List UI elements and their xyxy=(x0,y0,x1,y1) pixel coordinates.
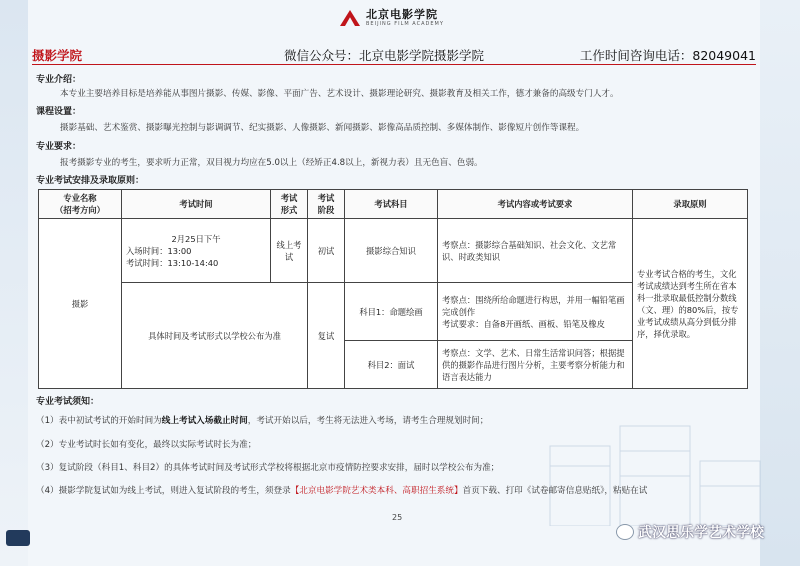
wechat-icon xyxy=(616,524,634,540)
camera-icon xyxy=(6,530,30,546)
page-number: 25 xyxy=(392,513,403,522)
table-header-row xyxy=(39,190,748,219)
cell-form: 线上考试 xyxy=(271,219,308,283)
th-subject: 考试科目 xyxy=(345,190,438,219)
page-header xyxy=(32,46,756,66)
exam-time: 考试时间：13:10-14:40 xyxy=(126,257,219,268)
header-divider xyxy=(32,64,756,65)
table-row xyxy=(39,219,748,283)
intro-text: 本专业主要培养目标是培养能从事图片摄影、传媒、影像、平面广告、艺术设计、摄影理论研究、摄影教育及相关工作，德才兼备的高级专门人才。 xyxy=(60,89,619,99)
th-form: 考试 形式 xyxy=(271,190,308,219)
cell-content-interview: 考察点：文学、艺术、日常生活常识问答；根据提供的摄影作品进行图片分析，主要考察分析能力和语言表达能力 xyxy=(438,341,633,389)
courses-text: 摄影基础、艺术鉴赏、摄影曝光控制与影调调节、纪实摄影、人像摄影、新闻摄影、影像高品质控制、多媒体制作、影像短片创作等课程。 xyxy=(60,123,585,133)
exam-date: 2月25日下午 xyxy=(171,233,221,244)
th-major: 专业名称 （招考方向） xyxy=(39,190,122,219)
table-title: 专业考试安排及录取原则： xyxy=(36,176,145,186)
note-4-a: （4）摄影学院复试如为线上考试，则进入复试阶段的考生，须登录 xyxy=(36,486,291,496)
logo-en-text: BEIJING FILM ACADEMY xyxy=(366,21,444,27)
academy-logo xyxy=(340,9,444,27)
enter-time: 入场时间：13:00 xyxy=(126,245,192,256)
watermark-text: 武汉思乐学艺术学校 xyxy=(638,525,764,541)
cell-content-drawing: 考察点：围绕所给命题进行构思，并用一幅铅笔画完成创作 考试要求：自备8开画纸、画板、铅笔及橡皮 xyxy=(438,283,633,341)
department-title: 摄影学院 xyxy=(32,48,83,63)
note-1-c: ，考试开始以后，考生将无法进入考场，请考生合理规划时间； xyxy=(247,416,489,426)
note-4 xyxy=(36,484,647,496)
th-admission: 录取原则 xyxy=(633,190,748,219)
req-title: 专业要求： xyxy=(36,142,82,152)
wechat-account: 微信公众号：北京电影学院摄影学院 xyxy=(284,48,485,63)
intro-title: 专业介绍： xyxy=(36,75,82,85)
cell-major: 摄影 xyxy=(39,219,122,389)
cell-time-initial xyxy=(122,219,271,283)
logo-cn-text: 北京电影学院 xyxy=(366,8,438,21)
cell-subject-interview: 科目2：面试 xyxy=(345,341,438,389)
note-1 xyxy=(36,414,488,426)
th-time: 考试时间 xyxy=(122,190,271,219)
cell-time-retest: 具体时间及考试形式以学校公布为准 xyxy=(122,283,308,389)
cell-stage-retest: 复试 xyxy=(308,283,345,389)
th-stage: 考试 阶段 xyxy=(308,190,345,219)
cell-content-initial: 考察点：摄影综合基础知识、社会文化、文艺常识、时政类知识 xyxy=(438,219,633,283)
cell-subject-drawing: 科目1：命题绘画 xyxy=(345,283,438,341)
note-3: （3）复试阶段（科目1、科目2）的具体考试时间及考试形式学校将根据北京市疫情防控要求安排，届时以学校公布为准； xyxy=(36,463,500,473)
th-content: 考试内容或考试要求 xyxy=(438,190,633,219)
note-2: （2）专业考试时长如有变化，最终以实际考试时长为准； xyxy=(36,440,257,450)
courses-title: 课程设置： xyxy=(36,107,82,117)
note-4-link[interactable]: 【北京电影学院艺术类本科、高职招生系统】 xyxy=(290,486,463,496)
exam-schedule-table xyxy=(38,189,748,389)
left-decor-band xyxy=(0,0,28,566)
cell-stage-initial: 初试 xyxy=(308,219,345,283)
watermark xyxy=(616,522,764,542)
cell-admission: 专业考试合格的考生，文化考试成绩达到考生所在省本科一批录取最低控制分数线（文、理）的80%后，按专业考试成绩从高分到低分排序，择优录取。 xyxy=(633,219,748,389)
note-4-c: 首页下载、打印《试卷邮寄信息贴纸》，粘贴在试 xyxy=(462,486,648,496)
req-text: 报考摄影专业的考生，要求听力正常，双目视力均应在5.0以上（经矫正4.8以上，新视力表）且无色盲、色弱。 xyxy=(60,158,483,168)
cell-subject-initial: 摄影综合知识 xyxy=(345,219,438,283)
note-1-a: （1）表中初试考试的开始时间为 xyxy=(36,416,162,426)
phone-info: 工作时间咨询电话：82049041 xyxy=(579,48,756,63)
building-watermark xyxy=(530,406,770,526)
note-1-b: 线上考试入场截止时间 xyxy=(161,416,248,426)
logo-mark-icon xyxy=(340,10,360,26)
notes-title: 专业考试须知： xyxy=(36,397,100,407)
